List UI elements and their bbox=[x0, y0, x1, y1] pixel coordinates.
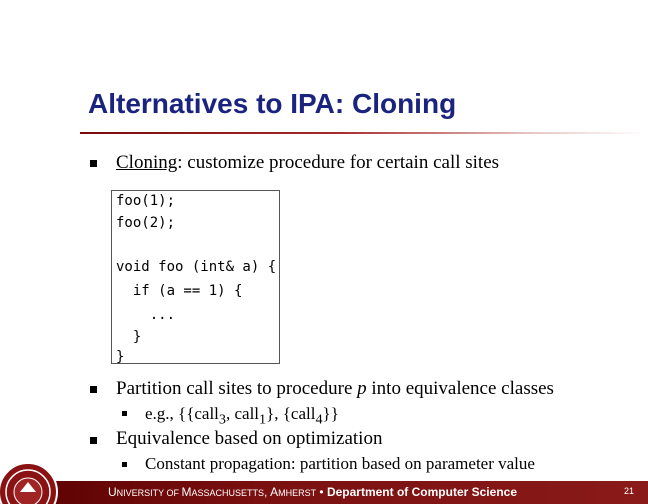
cloning-definition: : customize procedure for certain call sites bbox=[177, 152, 500, 173]
subscript: 3 bbox=[218, 411, 226, 428]
page-number: 21 bbox=[623, 486, 634, 496]
bullet-cloning bbox=[116, 152, 499, 174]
code-line: } bbox=[116, 349, 125, 365]
footer-university bbox=[108, 485, 517, 499]
umass-seal-icon bbox=[0, 452, 62, 504]
partition-text-end: into equivalence classes bbox=[366, 378, 554, 399]
bullet-equivalence: Equivalence based on optimization bbox=[116, 428, 383, 449]
code-line: foo(2); bbox=[116, 215, 176, 231]
slide-title: Alternatives to IPA: Cloning bbox=[88, 88, 457, 119]
code-snippet-box bbox=[111, 190, 280, 364]
bullet-marker bbox=[90, 437, 97, 444]
footer-letter: U bbox=[108, 485, 117, 499]
footer-comma: , bbox=[264, 485, 271, 499]
subscript: 4 bbox=[315, 411, 323, 428]
procedure-variable: p bbox=[357, 378, 367, 399]
footer-smallcaps: NIVERSITY OF bbox=[116, 488, 182, 498]
cloning-term: Cloning bbox=[116, 152, 178, 173]
footer-letter: A bbox=[270, 485, 279, 499]
title-divider bbox=[80, 132, 648, 134]
footer-smallcaps: ASSACHUSETTS bbox=[191, 488, 265, 498]
bullet-marker bbox=[90, 160, 97, 167]
footer-letter: M bbox=[181, 485, 192, 499]
sub-bullet-marker bbox=[122, 411, 127, 416]
sub-bullet-marker bbox=[122, 462, 127, 467]
footer-separator: • bbox=[316, 485, 327, 499]
subscript: 1 bbox=[259, 411, 267, 428]
example-text: }} bbox=[322, 404, 339, 423]
bullet-marker bbox=[90, 386, 97, 393]
code-line: } bbox=[116, 329, 142, 345]
code-line: if (a == 1) { bbox=[116, 283, 243, 299]
sub-bullet-example bbox=[145, 403, 339, 430]
bullet-partition bbox=[116, 378, 554, 400]
example-text: }, {call bbox=[266, 404, 316, 423]
partition-text: Partition call sites to procedure bbox=[116, 378, 358, 399]
sub-bullet-constant-propagation: Constant propagation: partition based on parameter value bbox=[145, 454, 535, 473]
code-line: ... bbox=[116, 307, 176, 323]
code-line: foo(1); bbox=[116, 193, 176, 209]
code-line: void foo (int& a) { bbox=[116, 259, 277, 275]
example-text: , call bbox=[225, 404, 260, 423]
footer-smallcaps: MHERST bbox=[278, 488, 317, 498]
footer-department: Department of Computer Science bbox=[326, 485, 517, 499]
example-text: e.g., {{call bbox=[145, 404, 219, 423]
